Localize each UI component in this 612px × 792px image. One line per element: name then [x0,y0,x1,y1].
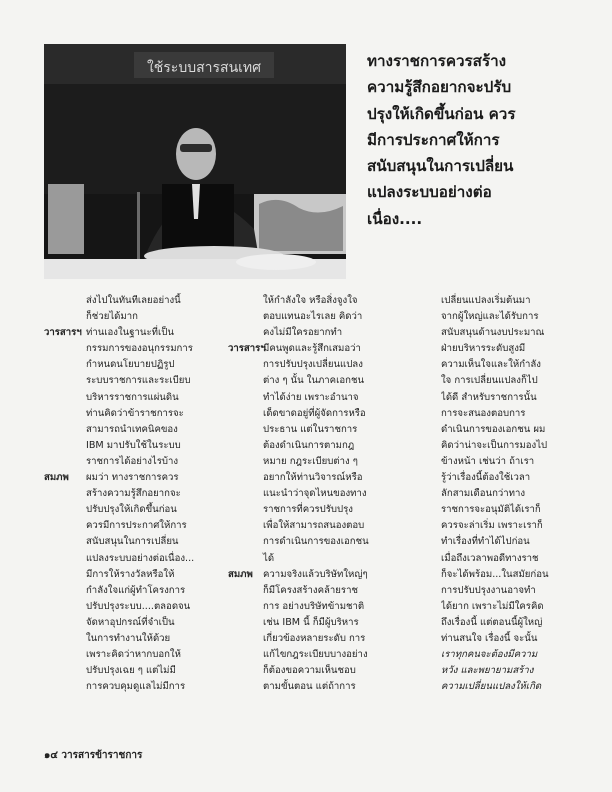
text-line [228,631,378,647]
line-text: แปลงระบบอย่างต่อเนื่อง... [86,552,195,564]
speaker-label: วารสารฯ [228,343,266,355]
text-line [44,631,204,647]
line-text: แนะนำว่าจุดไหนของทาง [263,488,367,500]
photo-illustration [44,44,346,279]
line-text: ได้ [263,552,275,564]
text-line [228,534,378,550]
text-line [44,679,204,695]
line-text: ความจริงแล้วบริษัทใหญ่ๆ [263,568,368,580]
text-line [441,470,566,486]
text-line [441,438,566,454]
text-line [44,454,204,470]
text-line [228,679,378,695]
line-text: ท่านคิดว่าข้าราชการจะ [86,407,184,419]
text-line [228,502,378,518]
text-line [228,454,378,470]
line-text: ตามขั้นตอน แต่ถ้าการ [263,681,356,693]
text-line [44,406,204,422]
text-line [441,534,566,550]
publication-name: วารสารข้าราชการ [61,750,143,761]
text-line [228,357,378,373]
pull-quote-line: ทางราชการควรสร้าง [367,52,507,70]
line-text: มีคนพูดและรู้สึกเสมอว่า [263,343,361,355]
text-line [44,551,204,567]
text-line [441,518,566,534]
line-text: ในการทำงานให้ด้วย [86,632,171,644]
line-text: ผมว่า ทางราชการควร [86,472,179,484]
text-line [441,293,566,309]
line-text: ให้กำลังใจ หรือสิ่งจูงใจ [263,295,358,306]
speaker-label: สมภพ [228,568,253,580]
line-text: เด็ดขาดอยู่ที่ผู้จัดการหรือ [263,407,366,419]
line-text: กรรมการของอนุกรรมการ [86,343,193,355]
text-line [228,422,378,438]
text-line [44,293,204,309]
text-line [441,583,566,599]
text-line [228,390,378,406]
text-line [441,631,566,647]
text-line [44,325,204,341]
line-text: IBM มาปรับใช้ในระบบ [86,439,181,451]
line-text-italic: เราทุกคนจะต้องมีความ [441,649,538,661]
line-text: ท่านสนใจ เรื่องนี้ จะนั้น [441,632,538,644]
line-text: ควรจะล่าเริ่ม เพราะเราก็ [441,520,543,532]
photo-banner-text: ใช้ระบบสารสนเทศ [146,60,262,76]
line-text: เมื่อถึงเวลาพอดีทางราช [441,552,539,564]
line-text: ปรับปรุงระบบ....ตลอดจน [86,600,191,612]
line-text: อยากให้ท่านวิจารณ์หรือ [263,472,363,484]
text-line [44,534,204,550]
text-line [44,422,204,438]
speaker-label: วารสารฯ [44,327,82,339]
text-line [228,470,378,486]
line-text: ส่งไปในทันทีเลยอย่างนี้ [86,295,181,306]
pull-quote-line: สนับสนุนในการเปลี่ยน [367,157,514,176]
line-text: สนับสนุนด้านงบประมาณ [441,327,545,339]
text-line [44,599,204,615]
text-line [441,373,566,389]
line-text: ตอบแทนอะไรเลย คิดว่า [263,311,363,323]
line-text-italic: หวัง และพยายามสร้าง [441,665,534,677]
line-text: มีการให้รางวัลหรือให้ [86,568,175,580]
line-text: เพราะคิดว่าหากบอกให้ [86,649,181,661]
line-text: ระบบราชการและระเบียบ [86,375,191,387]
text-line [228,663,378,679]
text-line [441,390,566,406]
line-text: สามารถนำเทคนิคของ [86,423,178,435]
text-line [441,502,566,518]
line-text: ควรมีการประกาศให้การ [86,520,187,532]
text-line [44,438,204,454]
pull-quote-line: เนื่อง.... [367,209,423,228]
text-line [44,470,204,486]
line-text: เปลี่ยนแปลงเริ่มต้นมา [441,295,531,306]
text-line [44,357,204,373]
line-text: ได้ยาก เพราะไม่มีใครคิด [441,600,544,612]
text-line [228,373,378,389]
text-line [44,567,204,583]
line-text: ได้ดี สำหรับราชการนั้น [441,391,537,403]
speaker-label: สมภพ [44,472,69,484]
line-text: เกี่ยวข้องหลายระดับ การ [263,632,366,644]
line-text: ทำได้ง่าย เพราะอำนาจ [263,391,359,403]
line-text: ราชการจะอนุมัติได้เราก็ [441,504,541,516]
line-text: ดำเนินการของเอกชน ผม [441,423,546,435]
page-number: ๑๔ [44,750,58,761]
text-line [441,647,566,663]
line-text: รู้ว่าเรื่องนี้ต้องใช้เวลา [441,472,531,484]
text-line [44,373,204,389]
line-text: ราชการที่ควรปรับปรุง [263,504,353,516]
text-line [228,518,378,534]
line-text: ทำเรื่องที่ทำได้ไปก่อน [441,536,530,548]
text-line [441,486,566,502]
line-text: ราชการได้อย่างไรบ้าง [86,455,179,467]
text-line [228,341,378,357]
line-text: ก็มีโครงสร้างคล้ายราช [263,584,358,596]
line-text: หมาย กฎระเบียบต่าง ๆ [263,455,358,467]
text-column-3 [441,293,566,695]
line-text: ความเห็นใจและให้กำลัง [441,359,541,371]
text-line [441,615,566,631]
line-text: กำลังใจแก่ผู้ทำโครงการ [86,584,186,596]
line-text: คงไม่มีใครอยากทำ [263,327,343,339]
line-text: ปรับปรุงเฉย ๆ แต่ไม่มี [86,665,176,677]
text-line [44,615,204,631]
text-line [44,502,204,518]
text-line [228,325,378,341]
line-text: ก็ช่วยได้มาก [86,311,138,323]
line-text: ประธาน แต่ในราชการ [263,423,358,435]
text-line [441,454,566,470]
text-line [228,309,378,325]
line-text: กำหนดนโยบายปฏิรูป [86,359,175,371]
text-line [44,647,204,663]
line-text-italic: ความเปลี่ยนแปลงให้เกิด [441,681,542,693]
text-line [44,309,204,325]
text-line [441,599,566,615]
line-text: ต้องดำเนินการตามกฎ [263,439,355,451]
text-line [44,390,204,406]
line-text: ถึงเรื่องนี้ แต่ตอนนี้ผู้ใหญ่ [441,616,543,628]
text-line [44,583,204,599]
text-line [441,309,566,325]
text-line [441,551,566,567]
pull-quote-line: ปรุงให้เกิดขึ้นก่อน ควร [367,104,516,123]
text-column-2 [228,293,378,695]
text-line [228,615,378,631]
line-text: คิดว่าน่าจะเป็นการมองไป [441,439,548,451]
text-line [228,583,378,599]
text-line [228,486,378,502]
interview-photo [44,44,346,279]
line-text: ข้างหน้า เช่นว่า ถ้าเรา [441,455,535,467]
page-footer [44,748,142,763]
line-text: ก็จะได้พร้อม...ในสมัยก่อน [441,568,549,580]
line-text: สนับสนุนในการเปลี่ยน [86,536,179,548]
line-text: ฝ่ายบริหารระดับสูงมี [441,343,526,355]
text-line [228,567,378,583]
pull-quote-line: มีการประกาศให้การ [367,130,500,149]
text-line [44,341,204,357]
text-line [441,325,566,341]
line-text: ต่าง ๆ นั้น ในภาคเอกชน [263,375,365,387]
text-line [441,567,566,583]
line-text: ปรับปรุงให้เกิดขึ้นก่อน [86,504,177,516]
line-text: เช่น IBM นี้ ก็มีผู้บริหาร [263,616,359,628]
line-text: จากผู้ใหญ่และได้รับการ [441,311,539,323]
line-text: แก้ไขกฎระเบียบบางอย่าง [263,649,368,661]
line-text: จัดหาอุปกรณ์ที่จำเป็น [86,616,175,628]
line-text: ลักสามเดือนกว่าทาง [441,488,526,500]
pull-quote-line: แปลงระบบอย่างต่อ [367,183,492,202]
text-line [228,551,378,567]
text-line [44,518,204,534]
pull-quote [367,48,582,232]
line-text: การปรับปรุงงานอาจทำ [441,584,536,596]
text-column-1 [44,293,204,695]
text-line [44,486,204,502]
text-line [441,679,566,695]
text-line [441,357,566,373]
line-text: เพื่อให้สามารถสนองตอบ [263,520,365,532]
text-line [228,438,378,454]
line-text: ก็ต้องขอความเห็นชอบ [263,665,356,677]
line-text: ใจ การเปลี่ยนแปลงก็ไป [441,375,538,387]
text-line [228,647,378,663]
text-line [441,406,566,422]
text-line [441,663,566,679]
pull-quote-line: ความรู้สึกอยากจะปรับ [367,78,512,97]
line-text: การปรับปรุงเปลี่ยนแปลง [263,359,363,371]
text-line [441,341,566,357]
text-line [228,599,378,615]
line-text: การควบคุมดูแลไม่มีการ [86,681,186,693]
line-text: การ อย่างบริษัทข้ามชาติ [263,600,365,612]
line-text: การดำเนินการของเอกชน [263,536,369,548]
line-text: ท่านเองในฐานะที่เป็น [86,327,174,339]
line-text: การจะสนองตอบการ [441,407,526,419]
text-line [228,406,378,422]
text-line [44,663,204,679]
line-text: สร้างความรู้สึกอยากจะ [86,488,181,500]
text-line [441,422,566,438]
line-text: บริหารราชการแผ่นดิน [86,391,179,403]
text-line [228,293,378,309]
